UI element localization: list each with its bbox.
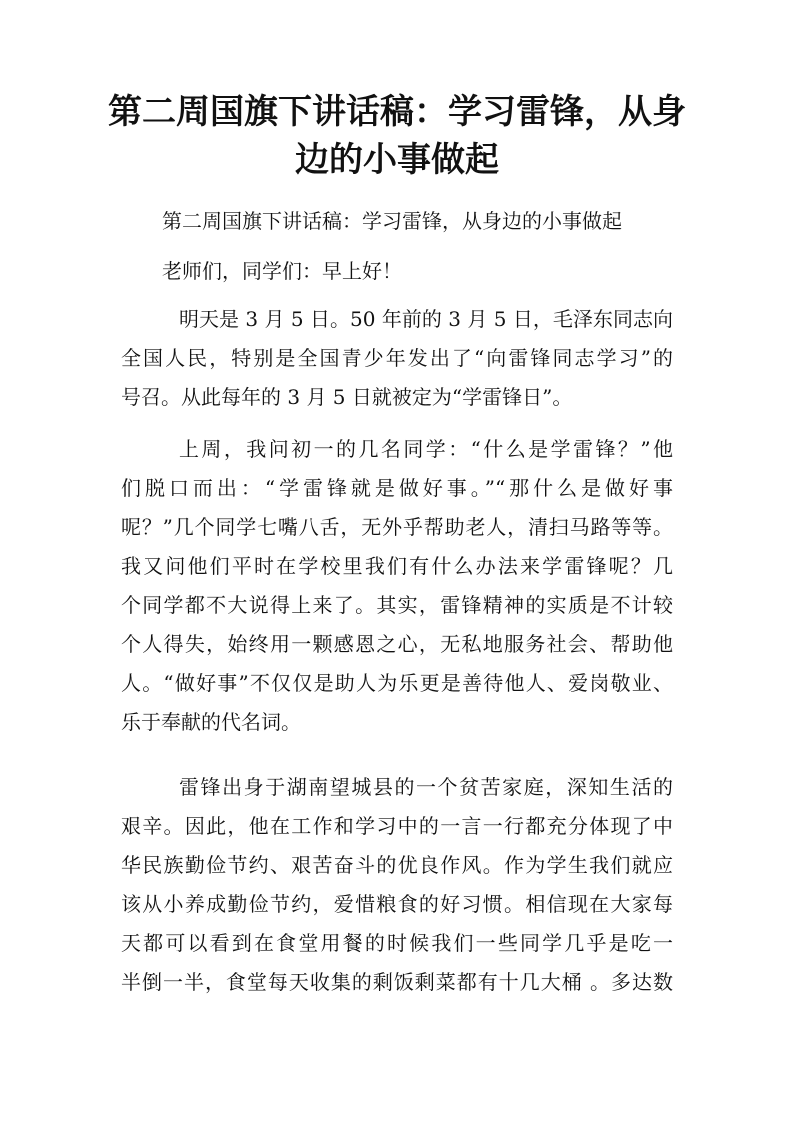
paragraph-line: 人。“做好事”不仅仅是助人为乐更是善待他人、爱岗敬业、 <box>121 671 673 695</box>
page-title <box>100 88 694 184</box>
paragraph-line: 雷锋出身于湖南望城县的一个贫苦家庭，深知生活的 <box>179 775 673 799</box>
paragraph-2 <box>121 430 673 742</box>
paragraph-line: 我又问他们平时在学校里我们有什么办法来学雷锋呢？几 <box>121 554 673 578</box>
paragraph-line: 半倒一半，食堂每天收集的剩饭剩菜都有十几大桶 。多达数 <box>121 970 673 994</box>
paragraph-line: 乐于奉献的代名词。 <box>121 710 301 734</box>
title-line-2: 边的小事做起 <box>295 140 499 180</box>
greeting-line: 老师们，同学们：早上好！ <box>162 259 402 283</box>
paragraph-line: 呢？”几个同学七嘴八舌，无外乎帮助老人，清扫马路等等。 <box>121 515 673 539</box>
paragraph-line: 个同学都不大说得上来了。其实，雷锋精神的实质是不计较 <box>121 593 673 617</box>
paragraph-3 <box>121 768 673 1002</box>
paragraph-line: 天都可以看到在食堂用餐的时候我们一些同学几乎是吃一 <box>121 931 673 955</box>
paragraph-line: 全国人民，特别是全国青少年发出了“向雷锋同志学习”的 <box>121 346 673 370</box>
paragraph-1 <box>121 300 673 417</box>
paragraph-line: 个人得失，始终用一颗感恩之心，无私地服务社会、帮助他 <box>121 632 673 656</box>
paragraph-line: 明天是 3 月 5 日。50 年前的 3 月 5 日，毛泽东同志向 <box>179 307 673 331</box>
paragraph-line: 该从小养成勤俭节约，爱惜粮食的好习惯。相信现在大家每 <box>121 892 673 916</box>
document-subtitle: 第二周国旗下讲话稿：学习雷锋，从身边的小事做起 <box>162 209 622 233</box>
paragraph-line: 上周，我问初一的几名同学：“什么是学雷锋？”他 <box>179 437 673 461</box>
paragraph-line: 号召。从此每年的 3 月 5 日就被定为“学雷锋日”。 <box>121 385 573 409</box>
title-line-1: 第二周国旗下讲话稿：学习雷锋，从身 <box>108 92 686 132</box>
paragraph-line: 们脱口而出：“学雷锋就是做好事。”“那什么是做好事 <box>121 476 673 500</box>
paragraph-line: 艰辛。因此，他在工作和学习中的一言一行都充分体现了中 <box>121 814 673 838</box>
paragraph-line: 华民族勤俭节约、艰苦奋斗的优良作风。作为学生我们就应 <box>121 853 673 877</box>
